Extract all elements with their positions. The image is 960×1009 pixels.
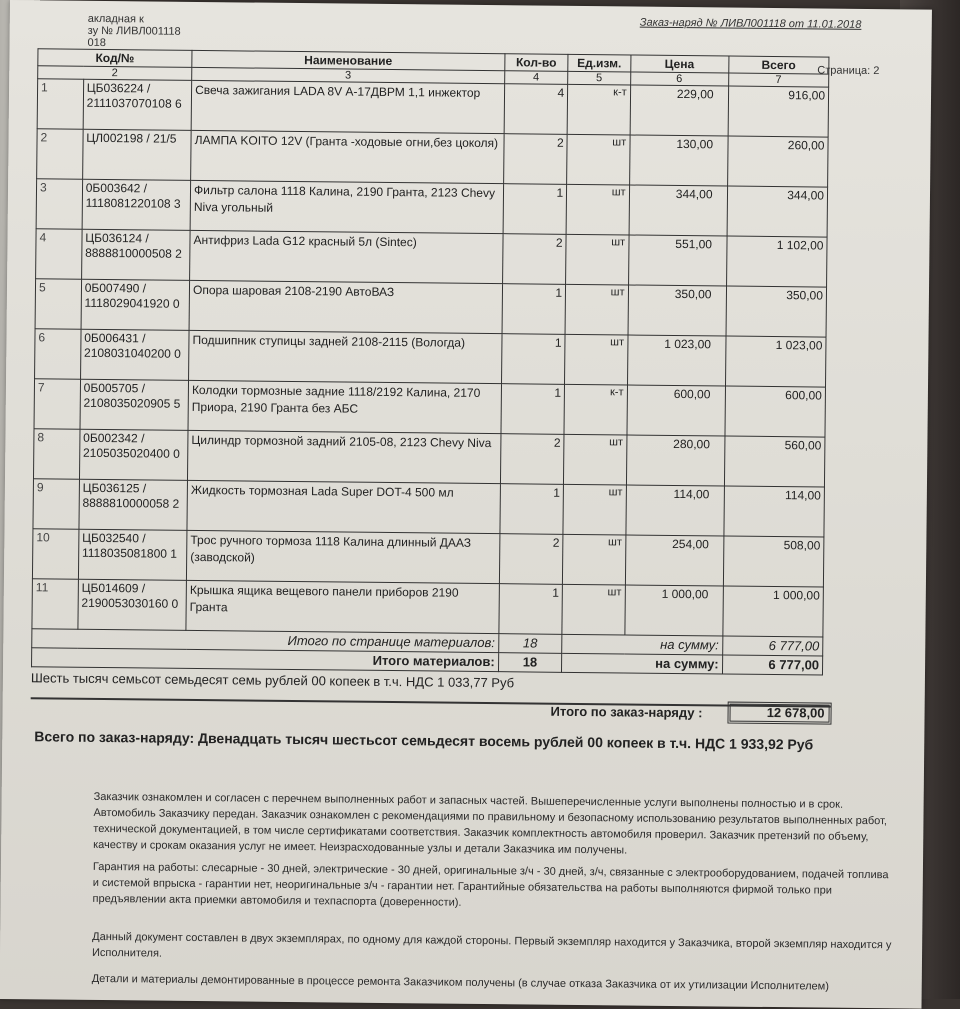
row-qty: 2 bbox=[499, 534, 563, 585]
col-header-total: Всего bbox=[728, 56, 829, 74]
parts-returned-paragraph: Детали и материалы демонтированные в процессе ремонта Заказчиком получены (в случае отказа Заказчика от их утилизации Исполнителем) bbox=[91, 972, 829, 993]
row-name: Крышка ящика вещевого панели приборов 2190 Гранта bbox=[186, 580, 499, 633]
row-qty: 1 bbox=[500, 484, 564, 535]
row-qty: 1 bbox=[499, 584, 563, 635]
col-number: 2 bbox=[38, 66, 192, 81]
row-price: 1 023,00 bbox=[627, 335, 725, 386]
row-total: 916,00 bbox=[728, 86, 829, 137]
row-number: 11 bbox=[32, 579, 78, 629]
row-price: 1 000,00 bbox=[624, 585, 722, 636]
table-row bbox=[32, 579, 823, 637]
row-code: 0Б003642 / 1118081220108 3 bbox=[82, 179, 191, 230]
header-left-line3: 018 bbox=[87, 36, 106, 50]
table-row bbox=[35, 329, 826, 387]
header-left-line2: зу № ЛИВЛ001118 bbox=[87, 24, 181, 38]
row-total: 560,00 bbox=[724, 436, 825, 487]
row-name: Колодки тормозные задние 1118/2192 Калина, 2170 Приора, 2190 Гранта без АБС bbox=[188, 380, 501, 433]
table-row bbox=[33, 479, 824, 537]
row-qty: 2 bbox=[502, 234, 566, 285]
row-number: 1 bbox=[37, 79, 83, 129]
row-code: ЦБ032540 / 1118035081800 1 bbox=[78, 529, 187, 580]
page-number: Страница: 2 bbox=[817, 64, 880, 78]
row-unit: шт bbox=[567, 134, 630, 185]
row-unit: шт bbox=[563, 484, 626, 535]
col-header-unit: Ед.изм. bbox=[568, 54, 631, 72]
col-header-price: Цена bbox=[630, 55, 728, 73]
row-unit: шт bbox=[563, 534, 626, 585]
row-total: 1 102,00 bbox=[726, 236, 827, 287]
page-total-sum: 6 777,00 bbox=[722, 636, 823, 656]
row-price: 114,00 bbox=[626, 485, 724, 536]
row-unit: шт bbox=[564, 434, 627, 485]
row-price: 280,00 bbox=[626, 435, 724, 486]
row-qty: 2 bbox=[503, 134, 567, 185]
row-number: 7 bbox=[34, 379, 80, 429]
row-qty: 1 bbox=[501, 334, 565, 385]
row-unit: шт bbox=[566, 234, 629, 285]
row-price: 229,00 bbox=[630, 85, 728, 136]
row-qty: 1 bbox=[503, 184, 567, 235]
row-total: 344,00 bbox=[727, 186, 828, 237]
col-header-qty: Кол-во bbox=[504, 54, 568, 72]
row-code: ЦБ036224 / 2111037070108 6 bbox=[83, 79, 192, 130]
table-row bbox=[36, 229, 827, 287]
warranty-paragraph: Гарантия на работы: слесарные - 30 дней, электрические - 30 дней, оригинальные з/ч - 30 дней, з/ч, связанные с электрооборудованием, подачей топлива и системой впрыска - гарантии нет, неоригинальные з/ч - гарантии нет. Гарантийные обязательства на работы выполняются фирмой только при предъявлении акта приемки автомобиля и техпаспорта (доверенности). bbox=[92, 860, 889, 909]
header-left bbox=[87, 13, 180, 50]
row-price: 130,00 bbox=[629, 135, 727, 186]
row-code: ЦБ014609 / 2190053030160 0 bbox=[78, 579, 187, 630]
row-code: 0Б002342 / 2105035020400 0 bbox=[79, 429, 188, 480]
row-price: 344,00 bbox=[629, 185, 727, 236]
table-row bbox=[37, 79, 828, 137]
header-left-line1: акладная к bbox=[87, 12, 144, 26]
acceptance-paragraph: Заказчик ознакомлен и согласен с перечнем выполненных работ и запасных частей. Вышеперечисленные услуги выполнены полностью и в срок. Автомобиль Заказчику передан. Заказчик ознакомлен с рекомендациями по правильному и безопасному использованию результатов выполненных работ, технической документацией, в том числе сертификатами соответствия. Заказчик комплектность автомобиля проверил. Заказчик претензий по объему, качеству и срокам оказания услуг не имеет. Неизрасходованные узлы и детали Заказчика им получены. bbox=[93, 790, 888, 857]
row-unit: шт bbox=[562, 584, 625, 635]
row-price: 551,00 bbox=[628, 235, 726, 286]
col-number: 3 bbox=[192, 67, 505, 83]
page-total-qty: 18 bbox=[498, 634, 562, 654]
row-price: 350,00 bbox=[628, 285, 726, 336]
row-price: 600,00 bbox=[627, 385, 725, 436]
row-code: 0Б007490 / 1118029041920 0 bbox=[81, 279, 190, 330]
row-number: 6 bbox=[35, 329, 81, 379]
row-number: 3 bbox=[36, 179, 82, 229]
row-name: Антифриз Lada G12 красный 5л (Sintec) bbox=[190, 230, 503, 283]
row-unit: шт bbox=[565, 284, 628, 335]
row-number: 8 bbox=[33, 429, 79, 479]
col-header-name: Наименование bbox=[192, 50, 505, 70]
order-title: Заказ-наряд № ЛИВЛ001118 от 11.01.2018 bbox=[639, 16, 862, 31]
row-name: Свеча зажигания LADA 8V А-17ДВРМ 1,1 инжектор bbox=[191, 80, 504, 133]
row-number: 2 bbox=[37, 129, 83, 179]
table-row bbox=[37, 129, 828, 187]
row-total: 1 023,00 bbox=[725, 336, 826, 387]
row-code: ЦБ036125 / 8888810000058 2 bbox=[79, 479, 188, 530]
materials-total-sum: 6 777,00 bbox=[722, 655, 823, 675]
materials-total-sum-label: на сумму: bbox=[562, 653, 723, 674]
grand-total-in-words: Всего по заказ-наряду: Двенадцать тысяч шестьсот семьдесят восемь рублей 00 копеек в т.ч. НДС 1 933,92 Руб bbox=[34, 728, 814, 753]
row-total: 508,00 bbox=[723, 536, 824, 587]
col-number: 6 bbox=[630, 72, 728, 86]
col-header-code: Код/№ bbox=[38, 49, 192, 68]
row-code: 0Б006431 / 2108031040200 0 bbox=[80, 329, 189, 380]
table-row bbox=[35, 279, 826, 337]
row-number: 4 bbox=[36, 229, 82, 279]
row-name: ЛАМПА KOITO 12V (Гранта -ходовые огни,без цоколя) bbox=[191, 130, 504, 183]
row-name: Фильтр салона 1118 Калина, 2190 Гранта, 2123 Chevy Niva угольный bbox=[190, 180, 503, 233]
row-name: Подшипник ступицы задней 2108-2115 (Вологда) bbox=[189, 330, 502, 383]
copies-paragraph: Данный документ составлен в двух экземплярах, по одному для каждой стороны. Первый экземпляр находится у Заказчика, второй экземпляр находится у Исполнителя. bbox=[91, 930, 892, 960]
page-total-label: Итого по странице материалов: bbox=[32, 629, 499, 653]
materials-total-label: Итого материалов: bbox=[32, 648, 499, 672]
col-number: 5 bbox=[568, 71, 631, 85]
row-qty: 4 bbox=[504, 84, 568, 135]
row-number: 9 bbox=[33, 479, 79, 529]
page-total-sum-label: на сумму: bbox=[562, 634, 723, 655]
materials-total-qty: 18 bbox=[498, 653, 562, 673]
row-qty: 2 bbox=[500, 434, 564, 485]
row-qty: 1 bbox=[502, 284, 566, 335]
table-row bbox=[36, 179, 827, 237]
row-code: 0Б005705 / 2108035020905 5 bbox=[80, 379, 189, 430]
row-total: 260,00 bbox=[727, 136, 828, 187]
row-number: 5 bbox=[35, 279, 81, 329]
row-total: 600,00 bbox=[725, 386, 826, 437]
table-row bbox=[33, 429, 824, 487]
row-unit: шт bbox=[566, 184, 629, 235]
row-name: Жидкость тормозная Lada Super DOT-4 500 мл bbox=[187, 480, 500, 533]
row-total: 350,00 bbox=[726, 286, 827, 337]
divider-line bbox=[31, 697, 831, 707]
row-number: 10 bbox=[32, 529, 78, 579]
row-total: 1 000,00 bbox=[722, 586, 823, 637]
row-unit: к-т bbox=[567, 84, 630, 135]
materials-table bbox=[31, 48, 829, 675]
row-unit: к-т bbox=[564, 384, 627, 435]
row-name: Трос ручного тормоза 1118 Калина длинный ДААЗ (заводской) bbox=[186, 530, 499, 583]
col-number: 4 bbox=[504, 71, 568, 85]
materials-amount-in-words: Шесть тысяч семьсот семьдесят семь рублей 00 копеек в т.ч. НДС 1 033,77 Руб bbox=[30, 670, 515, 691]
row-code: ЦБ036124 / 8888810000508 2 bbox=[81, 229, 190, 280]
row-code: ЦЛ002198 / 21/5 bbox=[82, 129, 191, 180]
row-price: 254,00 bbox=[625, 535, 723, 586]
grand-total-label: Итого по заказ-наряду : bbox=[550, 703, 703, 721]
table-row bbox=[32, 529, 823, 587]
row-name: Цилиндр тормозной задний 2105-08, 2123 Chevy Niva bbox=[188, 430, 501, 483]
grand-total-value: 12 678,00 bbox=[727, 702, 831, 725]
row-unit: шт bbox=[565, 334, 628, 385]
row-qty: 1 bbox=[501, 384, 565, 435]
row-name: Опора шаровая 2108-2190 АвтоВАЗ bbox=[189, 280, 502, 333]
col-number: 7 bbox=[728, 73, 829, 87]
table-row bbox=[34, 379, 825, 437]
row-total: 114,00 bbox=[723, 486, 824, 537]
